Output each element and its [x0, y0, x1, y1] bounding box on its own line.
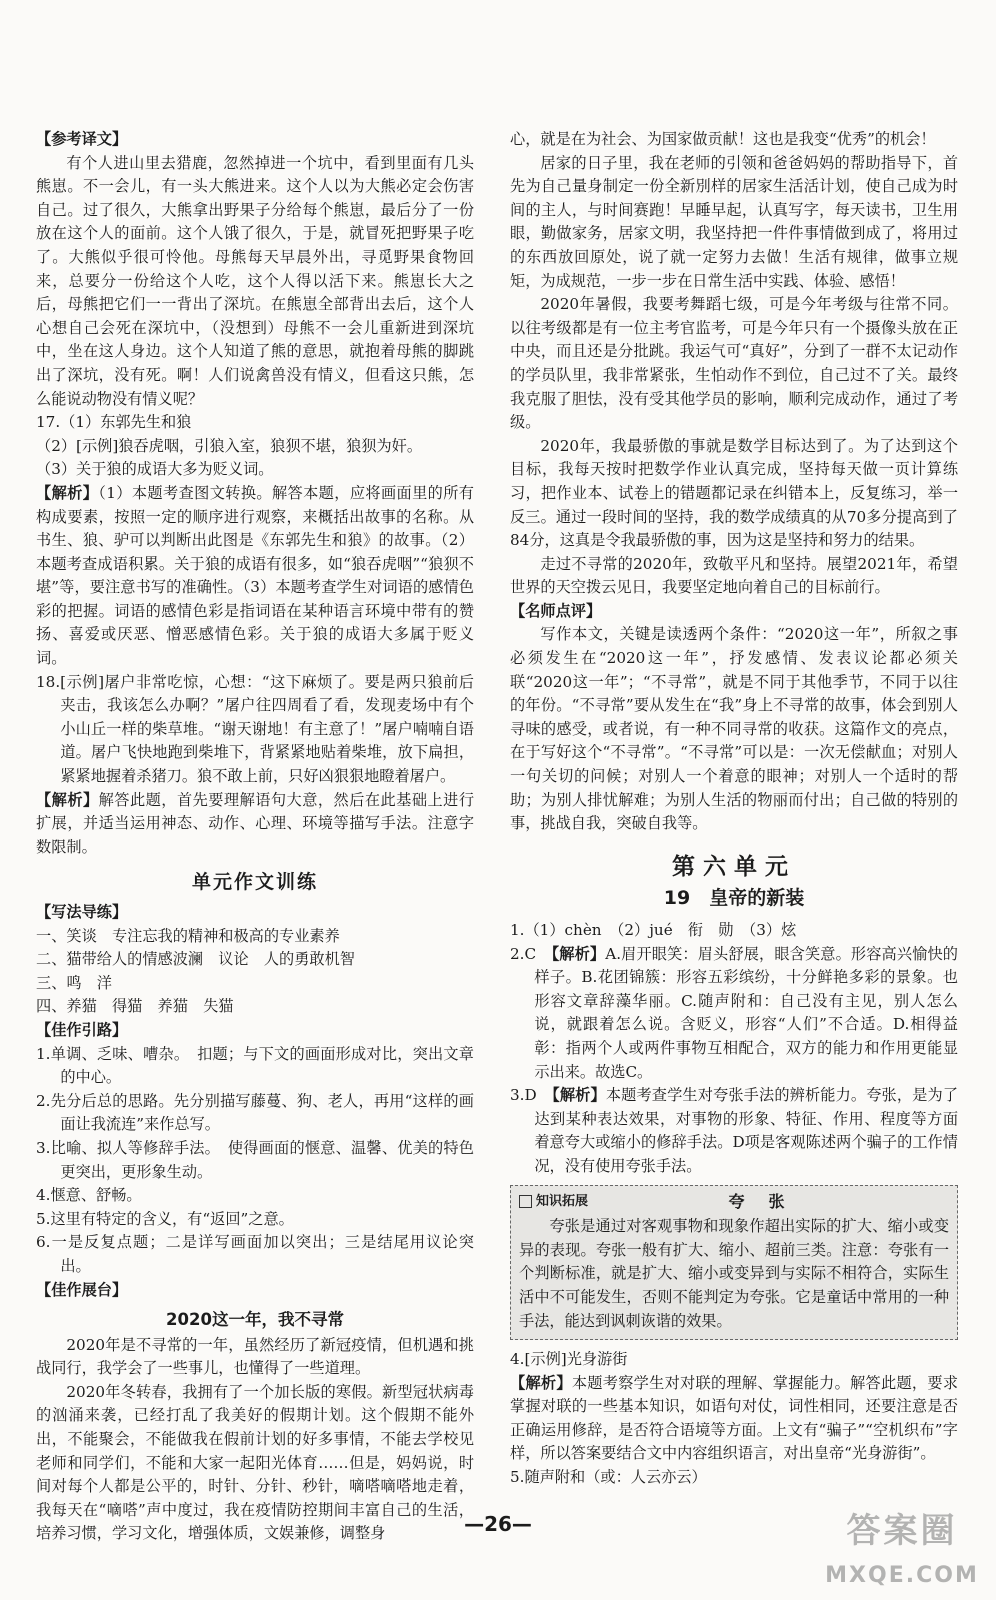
essay-title: 2020这一年，我不寻常 [166, 1310, 344, 1330]
paragraph: 走过不寻常的2020年，致敬平凡和坚持。展望2021年，希望世界的天空拨云见日，我要坚定地向着自己的目标前行。 [510, 554, 958, 597]
text-line: 二、猫带给人的情感波澜 议论 人的勇敢机智 [36, 950, 355, 969]
watermark-url: MXQE.COM [825, 1563, 979, 1588]
analysis-text: 本题考查学生对夸张手法的辨析能力。夸张，是为了达到某种表达效果，对事物的形象、特征、作用、程度等方面着意夸大或缩小的修辞手法。D项是客观陈述两个骗子的工作情况，没有使用夸张手法。 [534, 1086, 959, 1175]
answer-prefix: 2.C [510, 944, 552, 963]
section-heading: 单元作文训练 [191, 871, 318, 894]
text-line: 四、养猫 得猫 养猫 失猫 [36, 997, 234, 1016]
paragraph: 2020年暑假，我要考舞蹈七级，可是今年考级与往常不同。以往考级都是有一位主考官监考，可是今年只有一个摄像头放在正中央，而且还是分批跳。我运气可“真好”，分到了一群不太记动作的学员队里，我非常紧张，生怕动作不到位，自己过不了关。最终我克服了胆怯，没有受其他学员的影响，顺利完成动作，通过了考级。 [510, 295, 958, 432]
left-column [36, 128, 474, 1546]
analysis-label: 【解析】 [552, 1086, 606, 1105]
knowledge-box-header [519, 1190, 949, 1214]
paragraph: 写作本文，关键是读透两个条件：“2020这一年”，所叙之事必须发生在“2020这一年”，抒发感情、发表议论都必须关联“2020这一年”；“不寻常”，就是不同于其他季节，不同于以往的年份。“不寻常”要从发生在“我”身上不寻常的故事，体会到别人寻味的感受，或者说，有一种不同寻常的收获。这篇作文的亮点，在于写好这个“不寻常”。“不寻常”可以是：一次无偿献血；对别人一句关切的问候；对别人一个着意的眼神；对别人一个适时的帮助；为别人排忧解难；为别人生活的物丽而付出；自己做的特别的事，挑战自我，突破自我等。 [510, 625, 958, 833]
paragraph: 2020年，我最骄傲的事就是数学目标达到了。为了达到这个目标，我每天按时把数学作业认真完成，坚持每天做一页计算练习，把作业本、试卷上的错题都记录在纠错本上，反复练习，举一反三。通过一段时间的坚持，我的数学成绩真的从70多分提高到了84分，这真是令我最骄傲的事，因为这是坚持和努力的结果。 [510, 436, 958, 550]
unit-heading: 第六单元 [672, 853, 796, 880]
section-tag: 【佳作引路】 [36, 1020, 128, 1039]
section-tag: 【写法导练】 [36, 903, 128, 921]
text-line: 心，就是在为社会、为国家做贡献！这也是我变“优秀”的机会！ [510, 130, 936, 148]
answer-item: （2）[示例]狼吞虎咽，引狼入室，狼狈不堪，狼狈为奸。 [36, 436, 423, 455]
book-icon [519, 1195, 532, 1208]
analysis-label: 【解析】 [36, 790, 99, 809]
analysis-text: A.眉开眼笑：眉头舒展，眼含笑意。形容高兴愉快的样子。B.花团锦簇：形容五彩缤纷，十分鲜艳多彩的景象。也形容文章辞藻华丽。C.随声附和：自己没有主见，别人怎么说，就跟着怎么说。含贬义，形容“人们”不合适。D.相得益彰：指两个人或两件事物互相配合，双方的能力和作用更能显示出来。故选C。 [534, 944, 958, 1081]
knowledge-box [510, 1185, 958, 1341]
knowledge-box-label: 知识拓展 [536, 1193, 589, 1209]
analysis-paragraph [36, 482, 474, 671]
answer-item: 18.[示例]屠户非常吃惊，心想：“这下麻烦了。要是两只狼前后夹击，我该怎么办啊？”屠户往四周看了看，发现麦场中有个小山丘一样的柴草堆。“谢天谢地！有主意了！”屠户喃喃自语道。屠户飞快地跑到柴堆下，背紧紧地贴着柴堆，放下扁担，紧紧地握着杀猪刀。狼不敢上前，只好凶狠狠地瞪着屠户。 [36, 672, 474, 786]
answer-item: 5.随声附和（或：人云亦云） [510, 1468, 707, 1487]
section-tag: 【名师点评】 [510, 601, 602, 620]
lesson-title: 19 皇帝的新装 [663, 887, 805, 910]
paragraph: 2020年冬转春，我拥有了一个加长版的寒假。新型冠状病毒的汹涌来袭，已经打乱了我美好的假期计划。这个假期不能外出，不能聚会，不能做我在假前计划的好多事情，不能去学校见老师和同学们，不能和大家一起阳光体育……但是，妈妈说，时间对每个人都是公平的，时针、分针、秒针，嘀嗒嘀嗒地走着，我每天在“嘀嗒”声中度过，我在疫情防控期间丰富自己的生活，培养习惯，学习文化，增强体质，文娱兼修，调整身 [36, 1382, 474, 1543]
answer-item: 6.一是反复点题；二是详写画面加以突出；三是结尾用议论突出。 [36, 1233, 474, 1275]
answer-item: 5.这里有特定的含义，有“返回”之意。 [36, 1209, 294, 1228]
analysis-paragraph [510, 1084, 958, 1178]
answer-item: 17.（1）东郭先生和狼 [36, 413, 192, 432]
analysis-text: 本题考察学生对对联的理解、掌握能力。解答此题，要求掌握对联的一些基本知识，如语句对仗，词性相同，还要注意是否正确运用修辞，是否符合语境等方面。上文有“骗子”“空机织布”字样，所以答案要结合文中内容组织语言，对出皇帝“光身游街”。 [510, 1373, 959, 1463]
analysis-text: （1）本题考查图文转换。解答本题，应将画面里的所有构成要素，按照一定的顺序进行观察，来概括出故事的名称。从书生、狼、驴可以判断出此图是《东郭先生和狼》的故事。（2）本题考查成语积累。关于狼的成语有很多，如“狼吞虎咽”“狼狈不堪”等，要注意书写的准确性。（3）本题考查学生对词语的感情色彩的把握。词语的感情色彩是指词语在某种语言环境中带有的赞扬、喜爱或厌恶、憎恶感情色彩。关于狼的成语大多属于贬义词。 [36, 483, 474, 668]
right-column [510, 128, 958, 1490]
answer-item: 4.[示例]光身游街 [510, 1350, 628, 1369]
answer-prefix: 3.D [510, 1086, 553, 1105]
answer-item: 2.先分后总的思路。先分别描写藤蔓、狗、老人，再用“这样的画面让我流连”来作总写。 [36, 1091, 474, 1134]
answer-item: （3）关于狼的成语大多为贬义词。 [36, 460, 274, 479]
paragraph: 居家的日子里，我在老师的引领和爸爸妈妈的帮助指导下，首先为自己量身制定一份全新別样的居家生活活计划，使自己成为时间的主人，与时间赛跑！早睡早起，认真写字，每天读书，卫生用眼，勤做家务，居家文明，我坚持把一件件事情做到成了，将用过的东西放回原处，说了就一定努力去做！生活有规律，做事立规矩，为成规范，一步一步在日常生活中实践、体验、感悟！ [510, 153, 958, 290]
answer-item: 1.（1）chèn （2）jué 衔 勋 （3）炫 [510, 921, 797, 939]
page-number: —26— [464, 1512, 532, 1536]
section-tag: 【参考译文】 [36, 130, 128, 148]
analysis-paragraph [510, 1372, 958, 1466]
watermark-logo [822, 1511, 982, 1592]
knowledge-box-text: 夸张是通过对客观事物和现象作超出实际的扩大、缩小或变异的表现。夸张一般有扩大、缩小、超前三类。注意：夸张有一个判断标准，就是扩大、缩小或变异到与实际不相符合，实际生活中不可能发生，否则不能判定为夸张。它是童话中常用的一种手法，能达到讽刺诙谐的效果。 [519, 1217, 949, 1330]
paragraph: 有个人进山里去猎鹿，忽然掉进一个坑中，看到里面有几头熊崽。不一会儿，有一头大熊进来。这个人以为大熊必定会伤害自己。过了很久，大熊拿出野果子分给每个熊崽，最后分了一份放在这个人的面前。这个人饿了很久，于是，就冒死把野果子吃了。大熊似乎很可怜他。母熊每天早晨外出，寻觅野果食物回来，总要分一份给这个人吃，这个人得以活下来。熊崽长大之后，母熊把它们一一背出了深坑。在熊崽全部背出去后，这个人心想自己会死在深坑中，（没想到）母熊不一会儿重新进到深坑中，坐在这人身边。这个人知道了熊的意思，就抱着母熊的脚跳出了深坑，没有死。啊！人们说禽兽没有情义，但看这只熊，怎么能说动物没有情义呢？ [36, 153, 474, 408]
answer-item: 4.惬意、舒畅。 [36, 1186, 142, 1205]
analysis-text: 解答此题，首先要理解语句大意，然后在此基础上进行扩展，并适当运用神态、动作、心理、环境等描写手法。注意字数限制。 [36, 790, 475, 856]
watermark-text: 答案圈 [846, 1511, 958, 1551]
knowledge-box-title: 夸张 [728, 1191, 809, 1211]
analysis-paragraph [36, 789, 474, 860]
answer-item: 3.比喻、拟人等修辞手法。 使得画面的惬意、温馨、优美的特色更突出，更形象生动。 [36, 1138, 474, 1181]
section-tag: 【佳作展台】 [36, 1280, 128, 1299]
paragraph: 2020年是不寻常的一年，虽然经历了新冠疫情，但机遇和挑战同行，我学会了一些事儿，也懂得了一些道理。 [36, 1335, 474, 1378]
text-line: 一、笑谈 专注忘我的精神和极高的专业素养 [36, 926, 340, 945]
analysis-label: 【解析】 [36, 483, 99, 502]
analysis-paragraph [510, 943, 958, 1085]
analysis-label: 【解析】 [551, 944, 606, 963]
analysis-label: 【解析】 [510, 1373, 572, 1392]
answer-item: 1.单调、乏味、嘈杂。 扣题；与下文的画面形成对比，突出文章的中心。 [36, 1044, 474, 1087]
text-line: 三、鸣 洋 [36, 973, 112, 992]
